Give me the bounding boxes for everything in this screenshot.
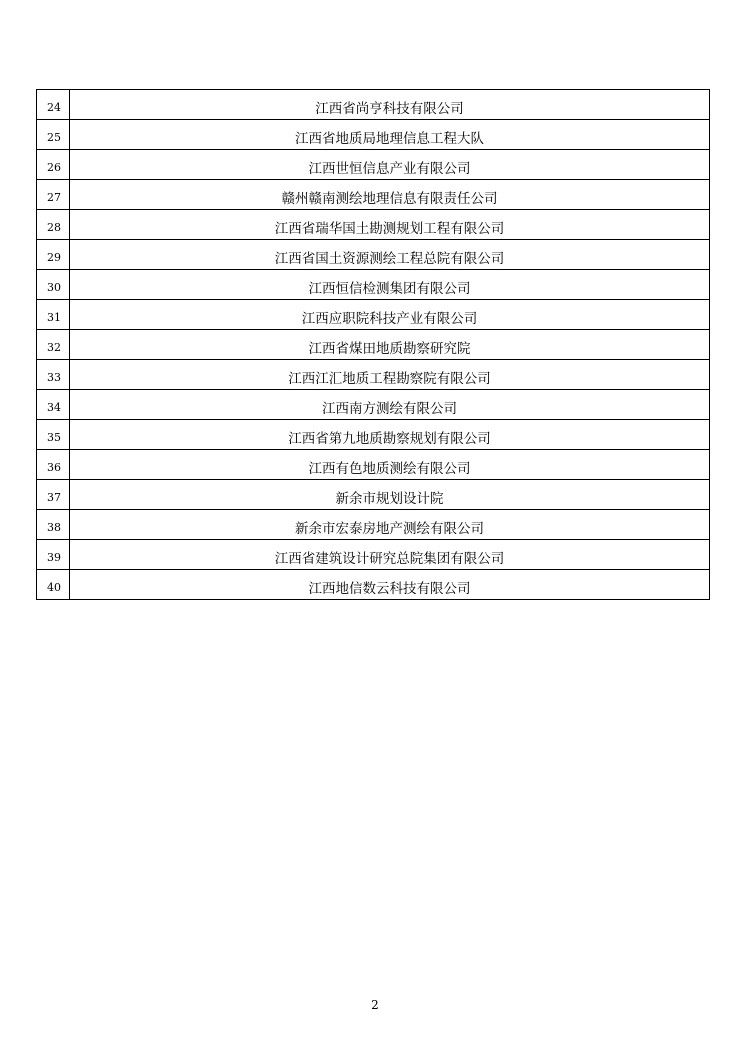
row-number: 30 xyxy=(37,270,70,300)
company-name: 江西省地质局地理信息工程大队 xyxy=(70,120,710,150)
company-name: 江西恒信检测集团有限公司 xyxy=(70,270,710,300)
table-row xyxy=(37,240,710,270)
page-number: 2 xyxy=(371,998,379,1012)
row-number: 25 xyxy=(37,120,70,150)
row-number: 29 xyxy=(37,240,70,270)
company-name: 江西地信数云科技有限公司 xyxy=(70,570,710,600)
company-table xyxy=(36,89,710,600)
table-row xyxy=(37,420,710,450)
row-number: 35 xyxy=(37,420,70,450)
company-table-body xyxy=(37,90,710,600)
company-name: 江西省瑞华国土勘测规划工程有限公司 xyxy=(70,210,710,240)
company-name: 新余市规划设计院 xyxy=(70,480,710,510)
row-number: 37 xyxy=(37,480,70,510)
company-name: 赣州赣南测绘地理信息有限责任公司 xyxy=(70,180,710,210)
row-number: 27 xyxy=(37,180,70,210)
table-row xyxy=(37,480,710,510)
table-row xyxy=(37,570,710,600)
row-number: 39 xyxy=(37,540,70,570)
company-name: 江西有色地质测绘有限公司 xyxy=(70,450,710,480)
company-name: 江西南方测绘有限公司 xyxy=(70,390,710,420)
row-number: 31 xyxy=(37,300,70,330)
table-row xyxy=(37,300,710,330)
table-row xyxy=(37,180,710,210)
company-name: 江西省煤田地质勘察研究院 xyxy=(70,330,710,360)
company-name: 江西省尚亨科技有限公司 xyxy=(70,90,710,120)
company-name: 江西应职院科技产业有限公司 xyxy=(70,300,710,330)
row-number: 28 xyxy=(37,210,70,240)
table-row xyxy=(37,270,710,300)
row-number: 33 xyxy=(37,360,70,390)
row-number: 24 xyxy=(37,90,70,120)
table-row xyxy=(37,360,710,390)
row-number: 26 xyxy=(37,150,70,180)
table-row xyxy=(37,450,710,480)
table-row xyxy=(37,540,710,570)
row-number: 36 xyxy=(37,450,70,480)
company-name: 江西江汇地质工程勘察院有限公司 xyxy=(70,360,710,390)
table-row xyxy=(37,150,710,180)
company-name: 江西省建筑设计研究总院集团有限公司 xyxy=(70,540,710,570)
row-number: 40 xyxy=(37,570,70,600)
table-row xyxy=(37,210,710,240)
table-row xyxy=(37,390,710,420)
row-number: 34 xyxy=(37,390,70,420)
table-row xyxy=(37,330,710,360)
company-name: 江西省国土资源测绘工程总院有限公司 xyxy=(70,240,710,270)
company-name: 江西省第九地质勘察规划有限公司 xyxy=(70,420,710,450)
row-number: 32 xyxy=(37,330,70,360)
table-row xyxy=(37,90,710,120)
row-number: 38 xyxy=(37,510,70,540)
company-name: 江西世恒信息产业有限公司 xyxy=(70,150,710,180)
table-row xyxy=(37,510,710,540)
company-name: 新余市宏泰房地产测绘有限公司 xyxy=(70,510,710,540)
table-row xyxy=(37,120,710,150)
